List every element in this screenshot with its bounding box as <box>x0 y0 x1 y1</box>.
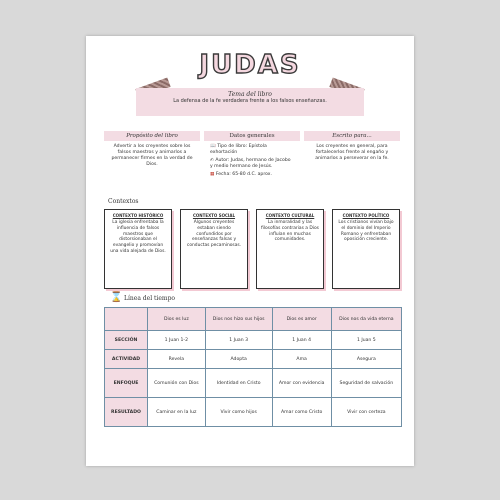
contexto-title: CONTEXTO CULTURAL <box>265 213 315 218</box>
proposito-box <box>104 131 200 196</box>
table-row <box>105 350 402 369</box>
tema-heading: Tema del libro <box>228 91 272 98</box>
table-cell: Caminar en la luz <box>148 398 206 427</box>
contexto-card <box>332 209 400 289</box>
table-cell: Identidad en Cristo <box>205 369 272 398</box>
escrito-heading: Escrito para... <box>304 131 400 141</box>
row-label: ENFOQUE <box>105 369 148 398</box>
datos-autor: Autor: Judas, hermano de Jacobo y medio hermano de Jesús. <box>210 158 291 169</box>
proposito-text: Advertir a los creyentes sobre los falsos maestros y animarlos a permanecer firmes en la verdad de Dios. <box>111 144 193 167</box>
table-cell: 1 Juan 1-2 <box>148 331 206 350</box>
timeline-heading: Línea del tiempo <box>124 295 176 302</box>
escrito-text: Los creyentes en general, para fortalecerlos frente al engaño y animarlos a perseverar en la fe. <box>315 144 389 161</box>
table-cell: Revela <box>148 350 206 369</box>
table-cell: Adopta <box>205 350 272 369</box>
table-cell: 1 Juan 5 <box>331 331 401 350</box>
contexto-title: CONTEXTO POLÍTICO <box>342 213 390 218</box>
row-label: RESULTADO <box>105 398 148 427</box>
datos-tipo: Tipo de libro: Epístola exhortación <box>210 144 267 155</box>
timeline-corner-cell <box>105 308 148 331</box>
table-cell: Amar como Cristo <box>272 398 331 427</box>
pen-icon: ✍ <box>210 158 214 163</box>
table-cell: Seguridad de salvación <box>331 369 401 398</box>
contexto-title: CONTEXTO SOCIAL <box>192 213 236 218</box>
row-label: SECCIÓN <box>105 331 148 350</box>
escrito-box <box>304 131 400 196</box>
table-cell: Vivir como hijos <box>205 398 272 427</box>
table-cell: Vivir con certeza <box>331 398 401 427</box>
table-row <box>105 369 402 398</box>
timeline-column-header: Dios es amor <box>272 308 331 331</box>
contexto-text: La inmoralidad y las filosofías contrarias a Dios influían en muchas comunidades. <box>261 220 319 243</box>
table-cell: 1 Juan 3 <box>205 331 272 350</box>
table-row <box>105 331 402 350</box>
table-cell: Asegura <box>331 350 401 369</box>
worksheet-page <box>86 36 414 466</box>
timeline-column-header: Dios nos hizo sus hijos <box>205 308 272 331</box>
row-label: ACTIVIDAD <box>105 350 148 369</box>
table-cell: Ama <box>272 350 331 369</box>
tema-box <box>136 88 364 116</box>
timeline-column-header: Dios es luz <box>148 308 206 331</box>
contexto-title: CONTEXTO HISTÓRICO <box>112 213 164 218</box>
datos-fecha: Fecha: 65-80 d.C. aprox. <box>215 172 272 177</box>
contexto-text: Los cristianos vivían bajo el dominio del Imperio Romano y enfrentaban oposición creciente. <box>338 220 394 243</box>
table-cell: Amor con evidencia <box>272 369 331 398</box>
contextos-heading: Contextos <box>108 198 139 205</box>
timeline-header-row <box>105 308 402 331</box>
datos-box <box>204 131 300 196</box>
contexto-card <box>256 209 324 289</box>
contexto-card <box>104 209 172 289</box>
proposito-heading: Propósito del libro <box>104 131 200 141</box>
book-icon: 📖 <box>210 144 216 149</box>
timeline-table <box>104 307 402 427</box>
contexto-text: Algunos creyentes estaban siendo confundidos por enseñanzas falsas y conductas pecaminosas. <box>186 220 242 249</box>
datos-heading: Datos generales <box>204 131 300 141</box>
table-cell: 1 Juan 4 <box>272 331 331 350</box>
table-row <box>105 398 402 427</box>
tema-text: La defensa de la fe verdadera frente a los falsos enseñanzas. <box>173 98 327 104</box>
timeline-column-header: Dios nos da vida eterna <box>331 308 401 331</box>
page-title: JUDAS <box>199 50 301 80</box>
calendar-icon: ▦ <box>210 172 215 177</box>
contexto-card <box>180 209 248 289</box>
table-cell: Comunión con Dios <box>148 369 206 398</box>
contexto-text: La iglesia enfrentaba la influencia de falsos maestros que distorsionaban el evangelio y promovían una vida alejada de Dios. <box>110 220 166 254</box>
hourglass-icon: ⌛ <box>110 292 123 303</box>
